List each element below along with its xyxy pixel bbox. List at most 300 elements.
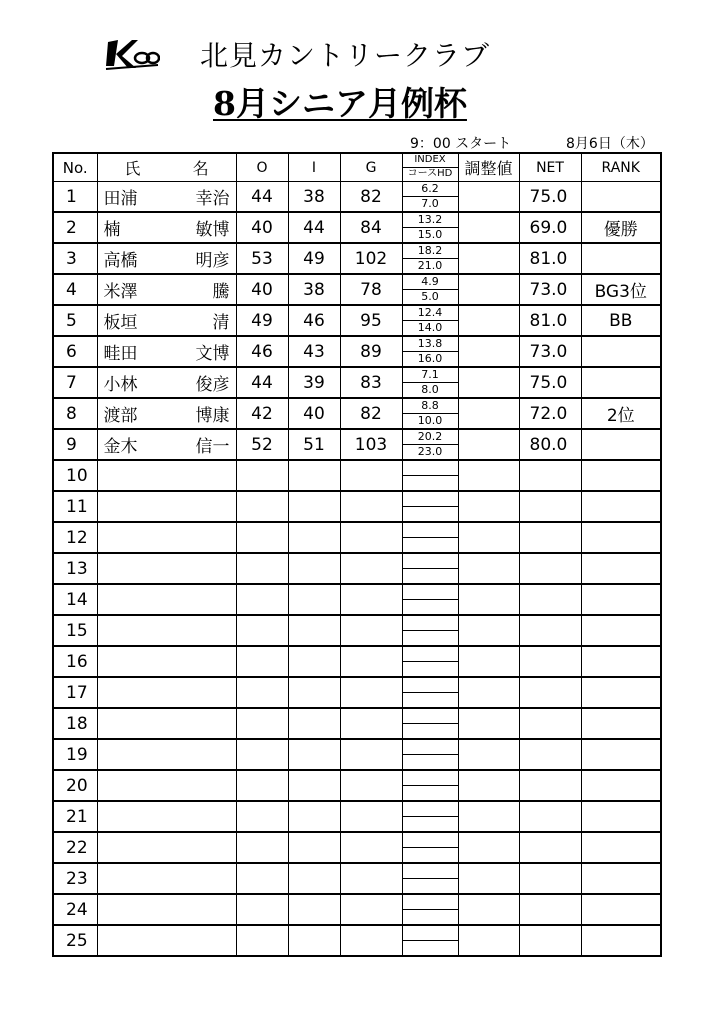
family-name: 金木 <box>103 437 138 457</box>
index-value <box>403 740 458 755</box>
course-hd-value: 7.0 <box>421 197 439 210</box>
index-hd <box>402 274 458 305</box>
adjust-value <box>458 584 519 615</box>
given-name: 文博 <box>195 344 230 364</box>
adjust-value <box>458 739 519 770</box>
index-hd <box>402 863 458 894</box>
index-hd <box>402 522 458 553</box>
adjust-value <box>458 522 519 553</box>
family-name: 田浦 <box>103 189 138 209</box>
net-score: 69.0 <box>519 212 581 243</box>
index-value <box>403 771 458 786</box>
player-name-wrap <box>104 246 230 271</box>
rank-value <box>581 925 661 956</box>
out-score <box>236 491 288 522</box>
in-score <box>288 925 340 956</box>
gross-score <box>340 832 402 863</box>
out-score <box>236 615 288 646</box>
course-hd-value <box>403 693 458 707</box>
gross-score: 83 <box>340 367 402 398</box>
rank-value <box>581 677 661 708</box>
event-title: 8月シニア月例杯 <box>213 84 467 123</box>
out-score <box>236 646 288 677</box>
row-no: 17 <box>53 677 97 708</box>
in-score <box>288 739 340 770</box>
course-hd-value <box>403 476 458 490</box>
net-score <box>519 646 581 677</box>
player-name <box>97 646 236 677</box>
gross-score: 82 <box>340 182 402 213</box>
given-name: 清 <box>212 313 230 333</box>
row-no: 3 <box>53 243 97 274</box>
gross-score <box>340 460 402 491</box>
out-score: 40 <box>236 212 288 243</box>
row-no: 15 <box>53 615 97 646</box>
player-name <box>97 274 236 305</box>
col-name-a: 氏 <box>124 159 141 178</box>
player-name <box>97 739 236 770</box>
net-score: 73.0 <box>519 336 581 367</box>
player-name <box>97 336 236 367</box>
rank-value <box>581 460 661 491</box>
in-score: 38 <box>288 182 340 213</box>
index-hd <box>402 429 458 460</box>
gross-score <box>340 553 402 584</box>
player-name <box>97 677 236 708</box>
gross-score <box>340 584 402 615</box>
rank-value: BG3位 <box>581 274 661 305</box>
in-score <box>288 708 340 739</box>
player-name <box>97 398 236 429</box>
index-value <box>403 833 458 848</box>
course-hd-value <box>403 569 458 583</box>
row-no: 4 <box>53 274 97 305</box>
player-name-wrap <box>104 184 230 209</box>
index-value <box>403 585 458 600</box>
player-name <box>97 429 236 460</box>
index-hd <box>402 367 458 398</box>
col-course-hd: コースHD <box>407 168 453 179</box>
player-name-wrap <box>104 215 230 240</box>
gross-score <box>340 615 402 646</box>
row-no: 19 <box>53 739 97 770</box>
in-score <box>288 460 340 491</box>
player-name <box>97 182 236 213</box>
index-value <box>403 554 458 569</box>
net-score <box>519 832 581 863</box>
index-value <box>403 461 458 476</box>
in-score <box>288 677 340 708</box>
col-no: No. <box>53 153 97 182</box>
player-name-wrap <box>104 308 230 333</box>
row-no: 14 <box>53 584 97 615</box>
row-no: 7 <box>53 367 97 398</box>
player-name-wrap <box>104 370 230 395</box>
out-score <box>236 460 288 491</box>
index-hd <box>402 894 458 925</box>
adjust-value <box>458 491 519 522</box>
out-score <box>236 770 288 801</box>
rank-value: 2位 <box>581 398 661 429</box>
given-name: 明彦 <box>195 251 230 271</box>
in-score <box>288 770 340 801</box>
given-name: 騰 <box>212 282 230 302</box>
index-value: 7.1 <box>403 368 458 383</box>
course-hd-value: 14.0 <box>417 321 443 334</box>
col-in: I <box>288 153 340 182</box>
gross-score <box>340 491 402 522</box>
row-no: 21 <box>53 801 97 832</box>
player-name-wrap <box>104 432 230 457</box>
row-no: 10 <box>53 460 97 491</box>
row-no: 18 <box>53 708 97 739</box>
table-row <box>53 553 661 584</box>
index-hd <box>402 925 458 956</box>
in-score <box>288 584 340 615</box>
index-hd <box>402 460 458 491</box>
row-no: 1 <box>53 182 97 213</box>
family-name: 楠 <box>103 220 121 240</box>
index-value: 12.4 <box>403 306 458 321</box>
index-hd <box>402 708 458 739</box>
course-hd-value <box>403 786 458 800</box>
row-no: 24 <box>53 894 97 925</box>
player-name <box>97 801 236 832</box>
index-value <box>403 895 458 910</box>
rank-value <box>581 182 661 213</box>
index-value <box>403 802 458 817</box>
course-hd-value <box>403 662 458 676</box>
gross-score <box>340 770 402 801</box>
table-row <box>53 429 661 460</box>
rank-value <box>581 522 661 553</box>
family-name: 板垣 <box>103 313 138 333</box>
index-value: 18.2 <box>403 244 458 259</box>
course-hd-value: 21.0 <box>417 259 443 272</box>
in-score <box>288 832 340 863</box>
adjust-value <box>458 243 519 274</box>
given-name: 敏博 <box>195 220 230 240</box>
gross-score: 84 <box>340 212 402 243</box>
adjust-value <box>458 708 519 739</box>
out-score: 53 <box>236 243 288 274</box>
course-hd-value <box>403 817 458 831</box>
table-row <box>53 832 661 863</box>
gross-score <box>340 677 402 708</box>
table-row <box>53 336 661 367</box>
net-score <box>519 770 581 801</box>
col-index: INDEX <box>403 154 458 168</box>
rank-value <box>581 739 661 770</box>
in-score <box>288 894 340 925</box>
course-hd-value <box>403 910 458 924</box>
net-score <box>519 863 581 894</box>
course-hd-value: 10.0 <box>417 414 443 427</box>
net-score <box>519 553 581 584</box>
player-name <box>97 615 236 646</box>
adjust-value <box>458 615 519 646</box>
row-no: 5 <box>53 305 97 336</box>
gross-score <box>340 894 402 925</box>
adjust-value <box>458 212 519 243</box>
player-name <box>97 243 236 274</box>
index-value <box>403 616 458 631</box>
net-score: 73.0 <box>519 274 581 305</box>
table-row <box>53 615 661 646</box>
player-name <box>97 460 236 491</box>
index-value <box>403 523 458 538</box>
out-score <box>236 801 288 832</box>
player-name <box>97 584 236 615</box>
col-adjust: 調整値 <box>458 153 519 182</box>
rank-value <box>581 646 661 677</box>
row-no: 16 <box>53 646 97 677</box>
table-row <box>53 894 661 925</box>
out-score: 42 <box>236 398 288 429</box>
course-hd-value: 8.0 <box>421 383 439 396</box>
net-score <box>519 894 581 925</box>
net-score: 75.0 <box>519 182 581 213</box>
rank-value <box>581 491 661 522</box>
course-hd-value <box>403 941 458 955</box>
col-index-hd <box>402 153 458 182</box>
gross-score: 82 <box>340 398 402 429</box>
player-name <box>97 491 236 522</box>
adjust-value <box>458 182 519 213</box>
course-hd-value: 23.0 <box>417 445 443 458</box>
in-score <box>288 615 340 646</box>
adjust-value <box>458 863 519 894</box>
family-name: 小林 <box>103 375 138 395</box>
adjust-value <box>458 429 519 460</box>
index-hd <box>402 770 458 801</box>
index-value: 4.9 <box>403 275 458 290</box>
rank-value <box>581 863 661 894</box>
adjust-value <box>458 398 519 429</box>
player-name-wrap <box>104 277 230 302</box>
in-score: 39 <box>288 367 340 398</box>
gross-score <box>340 739 402 770</box>
course-hd-value: 5.0 <box>421 290 439 303</box>
rank-value <box>581 801 661 832</box>
family-name: 高橋 <box>103 251 138 271</box>
net-score <box>519 801 581 832</box>
out-score: 52 <box>236 429 288 460</box>
col-name <box>97 153 236 182</box>
index-hd <box>402 398 458 429</box>
player-name <box>97 925 236 956</box>
row-no: 22 <box>53 832 97 863</box>
net-score <box>519 739 581 770</box>
player-name <box>97 863 236 894</box>
table-row <box>53 367 661 398</box>
gross-score <box>340 522 402 553</box>
row-no: 11 <box>53 491 97 522</box>
rank-value <box>581 770 661 801</box>
rank-value <box>581 708 661 739</box>
rank-value <box>581 243 661 274</box>
in-score <box>288 801 340 832</box>
out-score <box>236 584 288 615</box>
adjust-value <box>458 553 519 584</box>
net-score <box>519 584 581 615</box>
family-name: 米澤 <box>103 282 138 302</box>
row-no: 25 <box>53 925 97 956</box>
row-no: 2 <box>53 212 97 243</box>
family-name: 渡部 <box>103 406 138 426</box>
event-date: 8月6日（木） <box>566 136 654 152</box>
gross-score: 89 <box>340 336 402 367</box>
table-row <box>53 305 661 336</box>
index-hd <box>402 243 458 274</box>
in-score <box>288 491 340 522</box>
row-no: 6 <box>53 336 97 367</box>
out-score <box>236 832 288 863</box>
index-value <box>403 864 458 879</box>
course-hd-value <box>403 848 458 862</box>
course-hd-value: 16.0 <box>417 352 443 365</box>
table-row <box>53 770 661 801</box>
course-hd-value: 15.0 <box>417 228 443 241</box>
adjust-value <box>458 460 519 491</box>
adjust-value <box>458 832 519 863</box>
table-row <box>53 398 661 429</box>
player-name <box>97 832 236 863</box>
table-row <box>53 182 661 213</box>
adjust-value <box>458 274 519 305</box>
out-score: 46 <box>236 336 288 367</box>
player-name <box>97 894 236 925</box>
col-net: NET <box>519 153 581 182</box>
in-score <box>288 863 340 894</box>
out-score <box>236 708 288 739</box>
rank-value <box>581 584 661 615</box>
club-logo <box>102 36 160 72</box>
club-name: 北見カントリークラブ <box>200 39 491 72</box>
adjust-value <box>458 677 519 708</box>
adjust-value <box>458 770 519 801</box>
adjust-value <box>458 305 519 336</box>
row-no: 23 <box>53 863 97 894</box>
index-hd <box>402 739 458 770</box>
net-score <box>519 491 581 522</box>
index-value <box>403 678 458 693</box>
gross-score: 95 <box>340 305 402 336</box>
in-score: 46 <box>288 305 340 336</box>
out-score <box>236 677 288 708</box>
out-score: 49 <box>236 305 288 336</box>
index-hd <box>402 491 458 522</box>
out-score: 44 <box>236 182 288 213</box>
table-row <box>53 646 661 677</box>
rank-value <box>581 832 661 863</box>
table-row <box>53 801 661 832</box>
index-value <box>403 492 458 507</box>
player-name-wrap <box>104 339 230 364</box>
gross-score <box>340 646 402 677</box>
rank-value <box>581 615 661 646</box>
index-hd <box>402 615 458 646</box>
player-name-wrap <box>104 401 230 426</box>
adjust-value <box>458 801 519 832</box>
out-score <box>236 925 288 956</box>
table-row <box>53 584 661 615</box>
rank-value <box>581 429 661 460</box>
index-hd <box>402 212 458 243</box>
adjust-value <box>458 336 519 367</box>
gross-score: 103 <box>340 429 402 460</box>
table-row <box>53 212 661 243</box>
in-score: 38 <box>288 274 340 305</box>
net-score <box>519 708 581 739</box>
score-rows <box>53 182 661 957</box>
out-score <box>236 863 288 894</box>
index-value: 13.8 <box>403 337 458 352</box>
score-table <box>52 152 662 957</box>
net-score: 80.0 <box>519 429 581 460</box>
table-row <box>53 863 661 894</box>
start-time: 9：00 スタート <box>410 136 512 152</box>
net-score <box>519 925 581 956</box>
net-score <box>519 460 581 491</box>
player-name <box>97 708 236 739</box>
given-name: 信一 <box>195 437 230 457</box>
rank-value <box>581 367 661 398</box>
net-score: 81.0 <box>519 305 581 336</box>
given-name: 幸治 <box>195 189 230 209</box>
course-hd-value <box>403 538 458 552</box>
in-score <box>288 646 340 677</box>
index-hd <box>402 677 458 708</box>
index-value <box>403 647 458 662</box>
index-hd <box>402 646 458 677</box>
col-name-b: 名 <box>192 159 209 178</box>
in-score: 44 <box>288 212 340 243</box>
row-no: 20 <box>53 770 97 801</box>
table-row <box>53 491 661 522</box>
adjust-value <box>458 925 519 956</box>
course-hd-value <box>403 507 458 521</box>
index-hd <box>402 801 458 832</box>
in-score: 40 <box>288 398 340 429</box>
index-value <box>403 926 458 941</box>
index-hd <box>402 305 458 336</box>
gross-score <box>340 708 402 739</box>
gross-score <box>340 925 402 956</box>
course-hd-value <box>403 724 458 738</box>
out-score <box>236 553 288 584</box>
adjust-value <box>458 646 519 677</box>
in-score <box>288 553 340 584</box>
out-score: 44 <box>236 367 288 398</box>
in-score <box>288 522 340 553</box>
table-row <box>53 925 661 956</box>
course-hd-value <box>403 879 458 893</box>
net-score: 72.0 <box>519 398 581 429</box>
index-hd <box>402 182 458 213</box>
table-row <box>53 677 661 708</box>
out-score: 40 <box>236 274 288 305</box>
row-no: 13 <box>53 553 97 584</box>
given-name: 博康 <box>195 406 230 426</box>
table-row <box>53 243 661 274</box>
player-name <box>97 305 236 336</box>
row-no: 12 <box>53 522 97 553</box>
table-row <box>53 708 661 739</box>
rank-value: 優勝 <box>581 212 661 243</box>
out-score <box>236 894 288 925</box>
course-hd-value <box>403 600 458 614</box>
